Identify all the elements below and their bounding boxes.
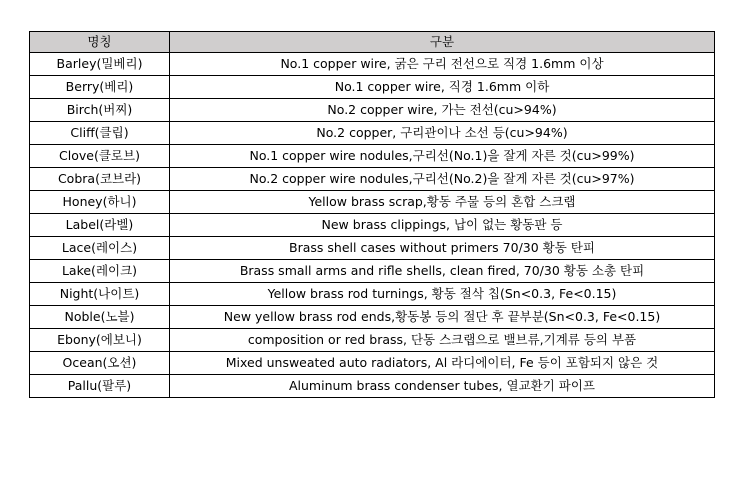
cell-name: Ebony(에보니) bbox=[30, 329, 170, 352]
cell-classification: No.1 copper wire, 굵은 구리 전선으로 직경 1.6mm 이상 bbox=[170, 53, 715, 76]
table-row bbox=[30, 329, 715, 352]
cell-classification: Yellow brass scrap,황동 주물 등의 혼합 스크랩 bbox=[170, 191, 715, 214]
cell-name: Lace(레이스) bbox=[30, 237, 170, 260]
table-row bbox=[30, 306, 715, 329]
cell-classification: New yellow brass rod ends,황동봉 등의 절단 후 끝부분(Sn<0.3, Fe<0.15) bbox=[170, 306, 715, 329]
table-row bbox=[30, 76, 715, 99]
cell-name: Berry(베리) bbox=[30, 76, 170, 99]
table-body bbox=[30, 53, 715, 398]
header-name: 명칭 bbox=[30, 32, 170, 53]
header-classification: 구분 bbox=[170, 32, 715, 53]
table-row bbox=[30, 214, 715, 237]
cell-classification: No.2 copper wire, 가는 전선(cu>94%) bbox=[170, 99, 715, 122]
table-row bbox=[30, 168, 715, 191]
cell-name: Cliff(클립) bbox=[30, 122, 170, 145]
cell-name: Lake(레이크) bbox=[30, 260, 170, 283]
table-row bbox=[30, 237, 715, 260]
cell-classification: Mixed unsweated auto radiators, Al 라디에이터, Fe 등이 포함되지 않은 것 bbox=[170, 352, 715, 375]
cell-name: Noble(노블) bbox=[30, 306, 170, 329]
cell-name: Honey(하니) bbox=[30, 191, 170, 214]
table-row bbox=[30, 260, 715, 283]
cell-name: Birch(버찌) bbox=[30, 99, 170, 122]
cell-classification: composition or red brass, 단동 스크랩으로 밸브류,기계류 등의 부품 bbox=[170, 329, 715, 352]
table-row bbox=[30, 122, 715, 145]
table-header bbox=[30, 32, 715, 53]
scrap-classification-table-container bbox=[29, 31, 714, 398]
cell-classification: Aluminum brass condenser tubes, 열교환기 파이프 bbox=[170, 375, 715, 398]
cell-classification: Brass small arms and rifle shells, clean fired, 70/30 황동 소총 탄피 bbox=[170, 260, 715, 283]
table-row bbox=[30, 375, 715, 398]
scrap-classification-table bbox=[29, 31, 715, 398]
header-row bbox=[30, 32, 715, 53]
cell-classification: No.2 copper wire nodules,구리선(No.2)을 잘게 자른 것(cu>97%) bbox=[170, 168, 715, 191]
table-row bbox=[30, 145, 715, 168]
cell-classification: No.2 copper, 구리관이나 소선 등(cu>94%) bbox=[170, 122, 715, 145]
cell-name: Label(라벨) bbox=[30, 214, 170, 237]
cell-name: Cobra(코브라) bbox=[30, 168, 170, 191]
cell-name: Ocean(오션) bbox=[30, 352, 170, 375]
cell-name: Pallu(팔루) bbox=[30, 375, 170, 398]
table-row bbox=[30, 352, 715, 375]
cell-classification: No.1 copper wire nodules,구리선(No.1)을 잘게 자른 것(cu>99%) bbox=[170, 145, 715, 168]
cell-classification: New brass clippings, 납이 없는 황동판 등 bbox=[170, 214, 715, 237]
cell-classification: No.1 copper wire, 직경 1.6mm 이하 bbox=[170, 76, 715, 99]
table-row bbox=[30, 283, 715, 306]
table-row bbox=[30, 191, 715, 214]
cell-classification: Yellow brass rod turnings, 황동 절삭 칩(Sn<0.3, Fe<0.15) bbox=[170, 283, 715, 306]
cell-name: Clove(클로브) bbox=[30, 145, 170, 168]
table-row bbox=[30, 53, 715, 76]
cell-name: Barley(밀베리) bbox=[30, 53, 170, 76]
cell-classification: Brass shell cases without primers 70/30 황동 탄피 bbox=[170, 237, 715, 260]
cell-name: Night(나이트) bbox=[30, 283, 170, 306]
table-row bbox=[30, 99, 715, 122]
